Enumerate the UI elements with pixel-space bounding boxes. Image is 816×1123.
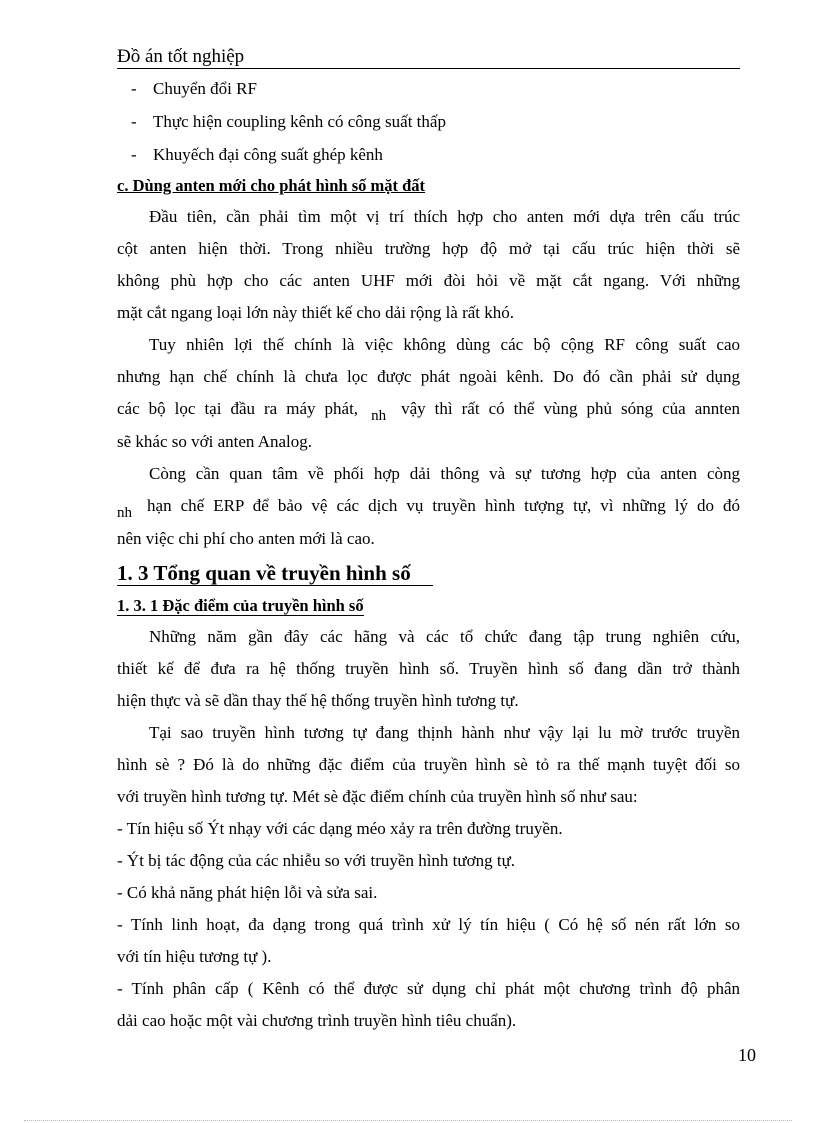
section-heading (117, 555, 740, 591)
list-item-text: Thực hiện coupling kênh có công suất thấp (153, 112, 446, 131)
feature-list (117, 813, 740, 1037)
page-number: 10 (738, 1045, 756, 1065)
text-line: thiết kế để đưa ra hệ thống truyền hình số. Truyền hình số đang dần trở thành (117, 659, 740, 678)
subscript-fragment: nh (117, 505, 132, 521)
paragraph (117, 717, 740, 813)
text-line: Còng cần quan tâm về phối hợp dải thông và sự tương hợp của anten còng (149, 464, 740, 483)
section-heading-text: 1. 3 Tổng quan về truyền hình số (117, 561, 433, 586)
text-fragment: vậy thì rất có thể vùng phủ sóng của annten (401, 399, 741, 418)
text-line: Tại sao truyền hình tương tự đang thịnh hành như vậy lại lu mờ trước truyền (149, 723, 740, 742)
text-line: mặt cắt ngang loại lớn này thiết kế cho dải rộng là rất khó. (117, 303, 515, 322)
feature-item: - Ýt bị tác động của các nhiễu so với truyền hình tương tự. (117, 851, 516, 870)
subsection-heading (117, 591, 740, 621)
text-line (117, 490, 740, 523)
list-item: - Thực hiện coupling kênh có công suất thấp (131, 112, 446, 131)
feature-item: - Tín hiệu số Ýt nhạy với các dạng méo xảy ra trên đường truyền. (117, 819, 563, 838)
text-line: không phù hợp cho các anten UHF mới đòi hỏi về mặt cắt ngang. Với những (117, 271, 740, 290)
page-bottom-divider (24, 1120, 792, 1121)
feature-item-continuation: với tín hiệu tương tự ). (117, 947, 272, 966)
text-line: nên việc chi phí cho anten mới là cao. (117, 529, 375, 548)
text-fragment: hạn chế ERP để bảo vệ các dịch vụ truyền hình tượng tự, vì những lý do đó (147, 496, 741, 515)
page-content (117, 72, 740, 1037)
text-line: với truyền hình tương tự. Mét sè đặc điểm chính của truyền hình số như sau: (117, 787, 638, 806)
subsection-heading-text: 1. 3. 1 Đặc điểm của truyền hình số (117, 596, 364, 615)
list-item: - Khuyếch đại công suất ghép kênh (131, 145, 383, 164)
text-line: Đầu tiên, cần phải tìm một vị trí thích hợp cho anten mới dựa trên cấu trúc (149, 207, 740, 226)
text-line: nhưng hạn chế chính là chưa lọc được phát ngoài kênh. Do đó cần phải sử dụng (117, 367, 740, 386)
page-header: Đồ án tốt nghiệp (117, 46, 740, 69)
list-item: - Chuyển đổi RF (131, 79, 257, 98)
subscript-fragment: nh (371, 408, 387, 424)
feature-item: - Tính linh hoạt, đa dạng trong quá trình xử lý tín hiệu ( Có hệ số nén rất lớn so (117, 915, 740, 934)
section-c-heading: c. Dùng anten mới cho phát hình số mặt đất (117, 176, 426, 195)
text-line: cột anten hiện thời. Trong nhiều trường hợp độ mở tại cấu trúc hiện thời sẽ (117, 239, 740, 258)
feature-item: - Tính phân cấp ( Kênh có thể được sử dụng chỉ phát một chương trình độ phân (117, 979, 740, 998)
paragraph (117, 329, 740, 458)
paragraph (117, 201, 740, 329)
text-line: Tuy nhiên lợi thế chính là việc không dùng các bộ cộng RF công suất cao (149, 335, 740, 354)
paragraph (117, 621, 740, 717)
text-line: hiện thực và sẽ dần thay thế hệ thống truyền hình tương tự. (117, 691, 519, 710)
feature-item: - Có khả năng phát hiện lỗi và sửa sai. (117, 883, 378, 902)
text-fragment: các bộ lọc tại đầu ra máy phát, (117, 399, 359, 418)
text-line: hình sè ? Đó là do những đặc điểm của truyền hình sè tỏ ra thế mạnh tuyệt đối so (117, 755, 740, 774)
text-line: sẽ khác so với anten Analog. (117, 432, 313, 451)
list-item-text: Khuyếch đại công suất ghép kênh (153, 145, 383, 164)
paragraph (117, 458, 740, 555)
text-line: Những năm gần đây các hãng và các tổ chức đang tập trung nghiên cứu, (149, 627, 740, 646)
feature-item-continuation: dải cao hoặc một vài chương trình truyền hình tiêu chuẩn). (117, 1011, 517, 1030)
list-item-text: Chuyển đổi RF (153, 79, 257, 98)
text-line (117, 393, 740, 426)
